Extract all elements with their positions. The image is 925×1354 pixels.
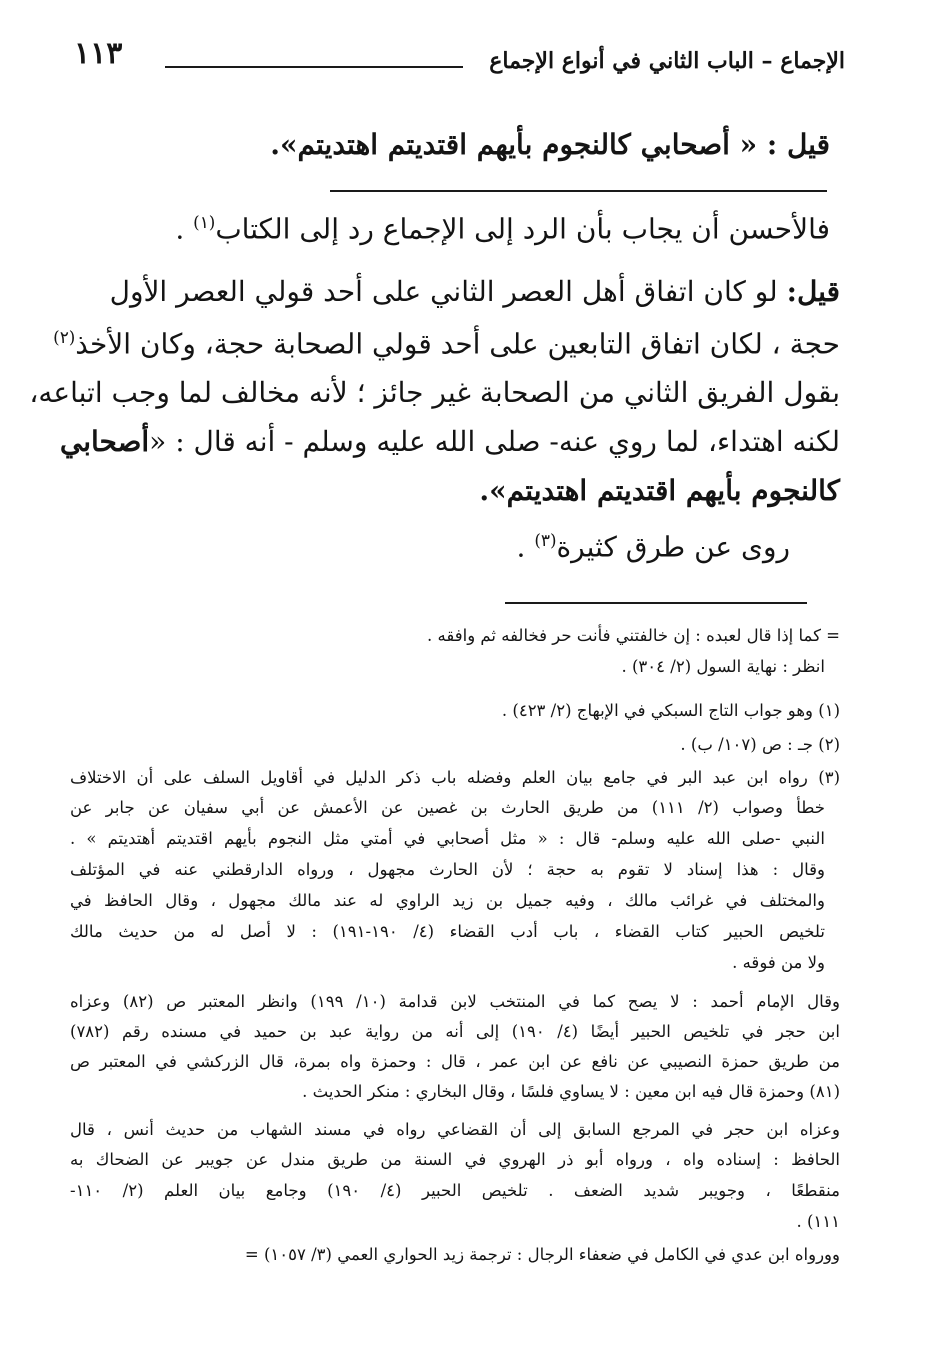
footnote-ref-1: (١) (193, 212, 216, 232)
footnote-3-para3-line-1: وعزاه ابن حجر في المرجع السابق إلى أن القضاعي رواه في مسند الشهاب من حديث أنس ، قال (70, 1120, 840, 1139)
footnote-3-para2-line-4: (٨١) وحمزة قال فيه ابن معين : لا يساوي فلسًا ، وقال البخاري : منكر الحديث . (302, 1082, 840, 1101)
paragraph-quote-start: أصحابي (59, 425, 150, 458)
footnote-3-para4-line-1: وورواه ابن عدي في الكامل في ضعفاء الرجال : ترجمة زيد الحواري العمي (٣/ ١٠٥٧) = (244, 1245, 840, 1264)
paragraph-line-6 (517, 530, 790, 563)
footnote-3-para2-line-2: ابن حجر في تلخيص الحبير أيضًا (٤/ ١٩٠) إلى أنه من رواية عبد بن حميد في مسنده رقم (٧٨٢) (70, 1022, 840, 1041)
footnote-ref-2: (٢) (53, 327, 76, 347)
paragraph-line-1 (110, 275, 840, 308)
paragraph-line-4 (60, 425, 840, 458)
footnote-3-line-7: ولا من فوقه . (732, 953, 825, 972)
footnote-3-line-2: خطأ وصواب (٢/ ١١١) من طريق الحارث بن غصين عن الأعمش عن أبي سفيان عن جابر عن (70, 798, 826, 817)
separator-rule (330, 190, 827, 192)
footnote-ref-3: (٣) (534, 530, 557, 550)
footnote-1: (١) وهو جواب التاج السبكي في الإبهاج (٢/ ٤٢٣) . (501, 701, 840, 720)
paragraph-end-6: . (516, 530, 535, 564)
footnote-3-line-4: وقال : هذا إسناد لا تقوم به حجة ؛ لأن الحارث مجهول ، ورواه الدارقطني عنه في المؤتلف (70, 860, 825, 879)
paragraph-line-5: كالنجوم بأيهم اقتديتم اهتديتم». (479, 474, 840, 507)
footnote-3-para3-line-3: منقطعًا ، وجويبر شديد الضعف . تلخيص الحبير (٤/ ١٩٠) وجامع بيان العلم (٢/ ١١٠- (70, 1181, 840, 1200)
footnote-3-para2-line-3: من طريق حمزة النصيبي عن نافع عن ابن عمر ، قال : وحمزة واه بمرة، قال الزركشي في المعتبر ص (70, 1052, 840, 1071)
answer-end: . (175, 212, 194, 246)
footnote-3-para3-line-2: الحافظ : إسناده واه ، ورواه أبو ذر الهروي في السنة من طريق مندل عن جويبر عن الضحاك به (70, 1150, 840, 1169)
footnote-3-para3-line-4: ١١١) . (796, 1212, 840, 1231)
footnote-3-para2-line-1: وقال الإمام أحمد : لا يصح كما في المنتخب لابن قدامة (١٠/ ١٩٩) وانظر المعتبر ص (٨٢) وعزاه (70, 992, 840, 1011)
quote-line: قيل : « أصحابي كالنجوم بأيهم اقتديتم اهتديتم». (270, 128, 830, 161)
footnote-3-line-3: النبي -صلى الله عليه وسلم- قال : « مثل أصحابي في أمتي مثل النجوم بأيهم اقتديتم أهتديتم » . (70, 829, 825, 848)
paragraph-text-4: لكنه اهتداء، لما روي عنه- صلى الله عليه وسلم - أنه قال : « (149, 425, 840, 458)
header-rule (165, 66, 463, 68)
footnote-2: (٢) جـ : ص (١٠٧/ ب) . (680, 735, 840, 754)
paragraph-text-1: لو كان اتفاق أهل العصر الثاني على أحد قولي العصر الأول (109, 275, 787, 308)
answer-line (175, 212, 830, 245)
footnote-continuation-1: = كما إذا قال لعبده : إن خالفتني فأنت حر فخالفه ثم وافقه . (427, 626, 840, 645)
footnote-3-line-1: (٣) رواه ابن عبد البر في جامع بيان العلم وفضله باب ذكر الدليل في أقاويل السلف على أن الاختلاف (70, 768, 840, 787)
footnote-3-line-6: تلخيص الحبير كتاب القضاء ، باب أدب القضاء (٤/ ١٩٠-١٩١) : لا أصل له من حديث مالك (70, 922, 825, 941)
footnote-3-line-5: والمختلف في غرائب مالك ، وفيه جميل بن زيد الراوي له عند مالك مجهول ، وقال الحافظ في (70, 891, 825, 910)
paragraph-label: قيل: (786, 275, 840, 308)
paragraph-line-2 (53, 327, 840, 360)
footnote-separator (505, 602, 807, 604)
paragraph-line-3: بقول الفريق الثاني من الصحابة غير جائز ؛ لأنه مخالف لما وجب اتباعه، (29, 376, 840, 409)
paragraph-text-6: روى عن طرق كثيرة (556, 530, 790, 564)
answer-text: فالأحسن أن يجاب بأن الرد إلى الإجماع رد إلى الكتاب (215, 212, 830, 246)
paragraph-text-2: حجة ، لكان اتفاق التابعين على أحد قولي الصحابة حجة، وكان الأخذ (75, 327, 840, 361)
running-title: الإجماع – الباب الثاني في أنواع الإجماع (489, 48, 845, 74)
page-number: ١١٣ (74, 36, 123, 71)
footnote-continuation-2: انظر : نهاية السول (٢/ ٣٠٤) . (621, 657, 825, 676)
